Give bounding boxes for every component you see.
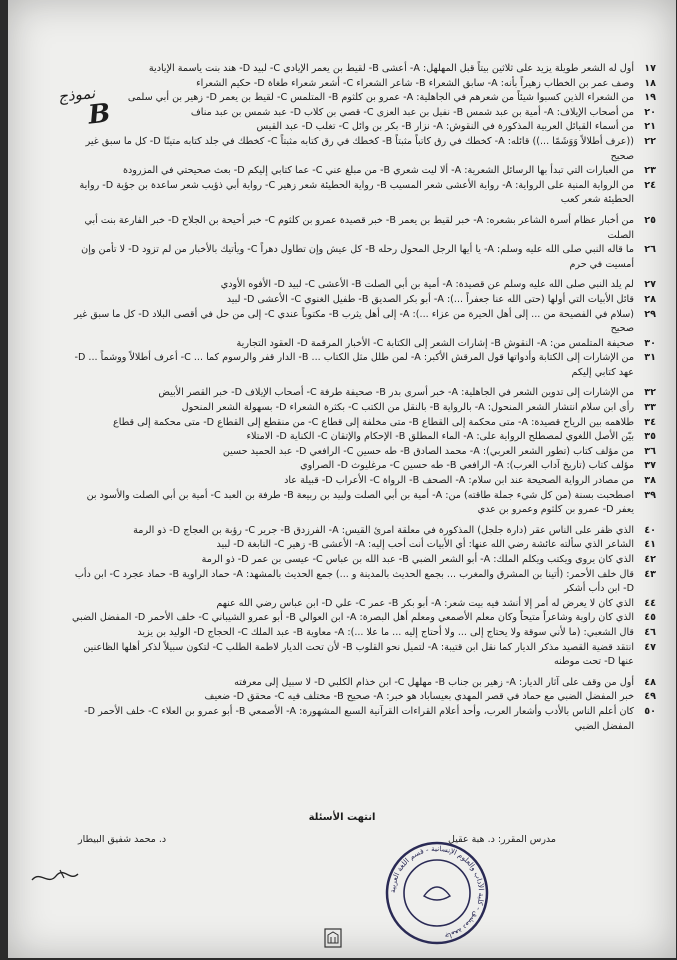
question-number: ٣٩ <box>644 489 656 501</box>
question-number: ٣٠ <box>644 337 656 349</box>
question-item <box>68 553 656 568</box>
question-text: ((عرف أطلالاً وَوَشَمًا ...)) قائله: A- كخطك في رق كاتباً مثبتاً B- كخطك في رق كتابه مثبتاً C- كخطك في جلد كتابه متينًا D- كل ما سبق غير صحيح <box>85 135 634 162</box>
question-number: ٣٣ <box>644 402 656 414</box>
question-number: ٢٧ <box>644 279 656 291</box>
question-item <box>68 164 656 179</box>
question-number: ٤٨ <box>644 676 656 688</box>
question-text: من أسماء القبائل العربية المذكورة في النقوش: A- نزار B- بكر بن وائل C- تغلب D- عبد القيس <box>256 121 634 133</box>
question-text: من مؤلف كتاب (تطور الشعر العربي): A- محمد الصادق B- طه حسين C- الرافعي D- عبد الحميد حسين <box>222 445 634 457</box>
question-item <box>68 179 656 208</box>
question-item <box>68 91 656 106</box>
question-item <box>68 106 656 121</box>
question-number: ٢٤ <box>644 179 656 191</box>
question-text: الذي كان لا يعرض له أمر إلا أنشد فيه بيت شعر: A- أبو بكر B- عمر C- علي D- ابن عباس رضي الله عنهم <box>216 597 634 609</box>
question-item <box>68 459 656 474</box>
question-item <box>68 524 656 539</box>
question-text: من أصحاب الإيلاف: A- أمية بن عبد شمس B- نفيل بن عبد العزى C- قصي بن كلاب D- عبد شمس بن عبد مناف <box>190 106 634 118</box>
question-number: ٢٠ <box>644 106 656 118</box>
question-text: من مصادر الرواية الصحيحة عند ابن سلام: A- الصحف B- الرواة C- الأعراب D- قبيلة عاد <box>284 475 634 487</box>
question-number: ٣٥ <box>644 431 656 443</box>
question-item <box>68 62 656 77</box>
question-number: ٣٦ <box>644 445 656 457</box>
question-text: الشاعر الذي سألته عائشة رضي الله عنها: أي الأبيات أنت أحب إليه: A- الأعشى B- زهير C- النابغة D- لبيد <box>216 539 634 551</box>
question-number: ٢٨ <box>644 293 656 305</box>
question-item <box>68 135 656 164</box>
question-item <box>68 214 656 243</box>
question-number: ٤٩ <box>644 691 656 703</box>
question-item <box>68 538 656 553</box>
question-text: انتقد قضية القصيد مذكر الديار كما نقل ابن قتيبة: A- لتميل نحو القلوب B- لأن تحت الديار لاطمة الطلب C- لتكون سبيلاً لذكر أهلها الظاعنين عنها D- تحت موطنه <box>83 641 634 668</box>
question-text: الذي كان يروي ويكتب ويكلم الملك: A- أبو الشعر الضبي B- عبد الله بن عباس C- عيسى بن عمر D- ذو الرمة <box>201 554 634 565</box>
course-teacher-signature: مدرس المقرر: د. هبة عقيل <box>448 834 556 845</box>
question-text: من الإشارات إلى الكتابة وأدواتها قول المرقش الأكبر: A- لمن طلل مثل الكتاب ... B- الدار قفر والرسوم كما ... C- أعرف أطلالاً ووشماً ... D- عهد كتابي إليكم <box>74 352 634 378</box>
question-number: ٢١ <box>644 121 656 133</box>
university-stamp <box>382 838 492 948</box>
question-text: اصطحبت بسنة (من كل شيء جملة طاقته) من: A- أمية بن أبي الصلت ولبيد بن ربيعة B- طرفة بن العبد C- أمية بن أبي الصلت والأسود بن يعفر D- عمرو بن كلثوم وعمرو بن عدي <box>86 489 634 516</box>
question-text: بيّن الأصل اللغوي لمصطلح الرواية على: A- الماء المطلق B- الإحكام والإتقان C- الكناية D- الامتلاء <box>246 431 634 443</box>
question-item <box>68 308 656 337</box>
question-item <box>68 120 656 135</box>
question-number: ١٨ <box>644 77 656 89</box>
question-item <box>68 626 656 641</box>
question-item <box>68 386 656 401</box>
question-text: من العبارات التي تبدأ بها الرسائل الشعرية: A- ألا ليت شعري B- من مبلغ عني C- عما كتابي إليكم D- بعث صحيحتي في المزرودة <box>123 165 634 177</box>
question-item <box>68 430 656 445</box>
end-of-questions: انتهت الأسئلة <box>308 812 376 823</box>
question-item <box>68 705 656 734</box>
question-number: ١٧ <box>644 63 656 74</box>
question-number: ٣٤ <box>644 416 656 428</box>
question-number: ٤٧ <box>644 641 656 653</box>
exam-sheet <box>8 0 676 958</box>
question-number: ٤٣ <box>644 568 656 580</box>
question-item <box>68 337 656 352</box>
question-number: ٣٧ <box>644 460 656 472</box>
question-item <box>68 293 656 308</box>
question-text: أول له الشعر طويلة يزيد على ثلاثين بيتاً قبل المهلهل: A- أعشى B- لقيط بن يعمر الإيادي C- لبيد D- هند بنت ياسمة الإيادية <box>148 63 634 74</box>
question-text: قائل الأبيات التي أولها (حتى الله عنا جعفراً ...): A- أبو بكر الصديق B- طفيل الغنوي C- الأعشى D- لبيد <box>226 293 634 305</box>
question-number: ٤٦ <box>644 626 656 638</box>
university-crest-icon <box>324 928 342 948</box>
question-text: (سلام في الفصيحة من ... إلى أهل الحيرة من عزاء ...): A- إلى أهل يثرب B- مكتوباً عندي C- إلى من حل في أقصى البلاد D- كل ما سبق غير صحيح <box>74 308 634 335</box>
question-number: ٣٨ <box>644 475 656 487</box>
model-letter: B <box>86 98 112 131</box>
stamp-text: جامعة دمشق - كلية الآداب والعلوم الإنسانية - قسم اللغة العربية <box>387 843 487 942</box>
question-item <box>68 489 656 518</box>
question-text: لم يلد النبي صلى الله عليه وسلم عن قصيدة: A- أمية بن أبي الصلت B- الأعشى C- لبيد D- الأفوه الأودي <box>220 279 634 291</box>
question-number: ٢٥ <box>644 214 656 226</box>
question-item <box>68 351 656 380</box>
question-item <box>68 568 656 597</box>
question-item <box>68 243 656 272</box>
question-number: ٢٦ <box>644 244 656 256</box>
question-number: ٣١ <box>644 352 656 364</box>
question-item <box>68 611 656 626</box>
question-number: ٢٩ <box>644 308 656 320</box>
question-text: مؤلف كتاب (تاريخ آداب العرب): A- الرافعي B- طه حسين C- مرغليوث D- الصراوي <box>300 460 634 472</box>
question-item <box>68 597 656 612</box>
question-item <box>68 401 656 416</box>
question-number: ٢٢ <box>644 135 656 147</box>
question-text: صحيفة المتلمس من: A- النقوش B- إشارات الشعر إلى الكتابة C- الأخبار المرقمة D- العقود التجارية <box>236 337 634 349</box>
question-item <box>68 474 656 489</box>
question-text: قال خلف الأحمر: (أتينا بن المشرق والمغرب ... بجمع الحديث بالمدينة و ...) جمع الحديث بالمشهد: A- حماد الراوية B- حماد عجرد C- ابن دأب D- ابن دأب أشكر <box>74 568 634 595</box>
question-number: ١٩ <box>644 92 656 104</box>
question-text: قال الشعبي: (ما لأني سوقة ولا يحتاج إلى ... ولا أحتاج إليه ... ما علا ...): A- معاوية B- عبد الملك C- الحجاج D- الوليد بن يزيد <box>137 626 634 638</box>
question-number: ٤٢ <box>644 554 656 565</box>
question-text: الذي كان راوية وشاعراً متيحاً وكان معلم الأصمعي ومعلم أهل البصرة: A- ابن العوالي B- أبو عمرو الشيباني C- خلف الأحمر D- المفضل الضبي <box>71 612 634 624</box>
question-number: ٣٢ <box>644 387 656 399</box>
question-number: ٤١ <box>644 539 656 551</box>
question-item <box>68 416 656 431</box>
question-text: أول من وقف على آثار الديار: A- زهير بن جناب B- مهلهل C- ابن خذام الكلبي D- لا سبيل إلى معرفته <box>234 676 634 688</box>
question-item <box>68 77 656 92</box>
signature-scribble <box>30 866 80 888</box>
question-text: كان أعلم الناس بالأدب وأشعار العرب، وأحد أعلام القراءات القرآنية السبع المشهورة: A- الأصمعي B- أبو عمرو بن العلاء C- خلف الأحمر D- المفضل الضبي <box>84 705 634 732</box>
question-item <box>68 690 656 705</box>
question-item <box>68 676 656 691</box>
question-list <box>68 62 656 734</box>
question-text: طلاهمه بين الرياح قصيدة: A- متى محكمة إلى القطاع B- متى مخلفة إلى قطاع C- من منقطع إلى القطاع D- متى محكمة إلى قطاع <box>112 416 634 428</box>
question-item <box>68 278 656 293</box>
question-item <box>68 445 656 460</box>
question-text: من أخبار عظام أسرة الشاعر بشعره: A- خبر لقيط بن يعمر B- خبر قصيدة عمرو بن كلثوم C- خبر أحيحة بن الجلاح D- خبر الفارعة بنت أبي الصلت <box>84 214 634 241</box>
question-number: ٤٤ <box>644 597 656 609</box>
question-text: خبر المفضل الضبي مع حماد في قصر المهدي بعيساباد هو خبر: A- صحيح B- مختلف فيه C- محقق D- ضعيف <box>204 691 634 703</box>
second-teacher-signature: د. محمد شفيق البيطار <box>78 834 167 845</box>
question-number: ٥٠ <box>644 705 656 717</box>
question-text: وصف عمر بن الخطاب زهيراً بأنه: A- سابق الشعراء B- شاعر الشعراء C- أشعر شعراء طغاة D- حكيم الشعراء <box>196 77 634 89</box>
question-item <box>68 641 656 670</box>
question-number: ٤٥ <box>644 612 656 624</box>
question-text: من الرواية المنية على الرواية: A- رواية الأعشى شعر المسيب B- رواية الحطيئة شعر زهير C- رواية أبي ذؤيب شعر ساعدة بن جؤية D- رواية الحطيئة شعر كعب <box>79 179 634 206</box>
model-label: نموذج <box>57 83 96 106</box>
question-text: رأى ابن سلام انتشار الشعر المنحول: A- بالرواية B- بالنقل من الكتب C- بكثرة الشعراء D- بسهولة الشعر المنحول <box>181 402 634 414</box>
question-text: الذي ظفر على الناس عقر (دارة جلجل) المذكورة في معلقة امرئ القيس: A- الفرزدق B- جرير C- رؤبة بن العجاج D- ذو الرمة <box>133 524 634 536</box>
question-text: ما قاله النبي صلى الله عليه وسلم: A- يا أيها الرجل المحول رحله B- كل عيش وإن تطاول دهراً C- ويأتيك بالأخبار من لم تزود D- لا تأمن وإن أمسيت في حرم <box>81 244 634 270</box>
question-text: من الشعراء الذين كسبوا شيئاً من شعرهم في الجاهلية: A- عمرو بن كلثوم B- المتلمس C- لقيط بن يعمر D- زهير بن أبي سلمى <box>127 92 634 104</box>
question-number: ٤٠ <box>644 524 656 536</box>
question-number: ٢٣ <box>644 165 656 177</box>
question-text: من الإشارات إلى تدوين الشعر في الجاهلية: A- خبر أسرى بدر B- صحيفة طرفة C- أصحاب الإيلاف D- خبر القصر الأبيض <box>158 387 634 399</box>
